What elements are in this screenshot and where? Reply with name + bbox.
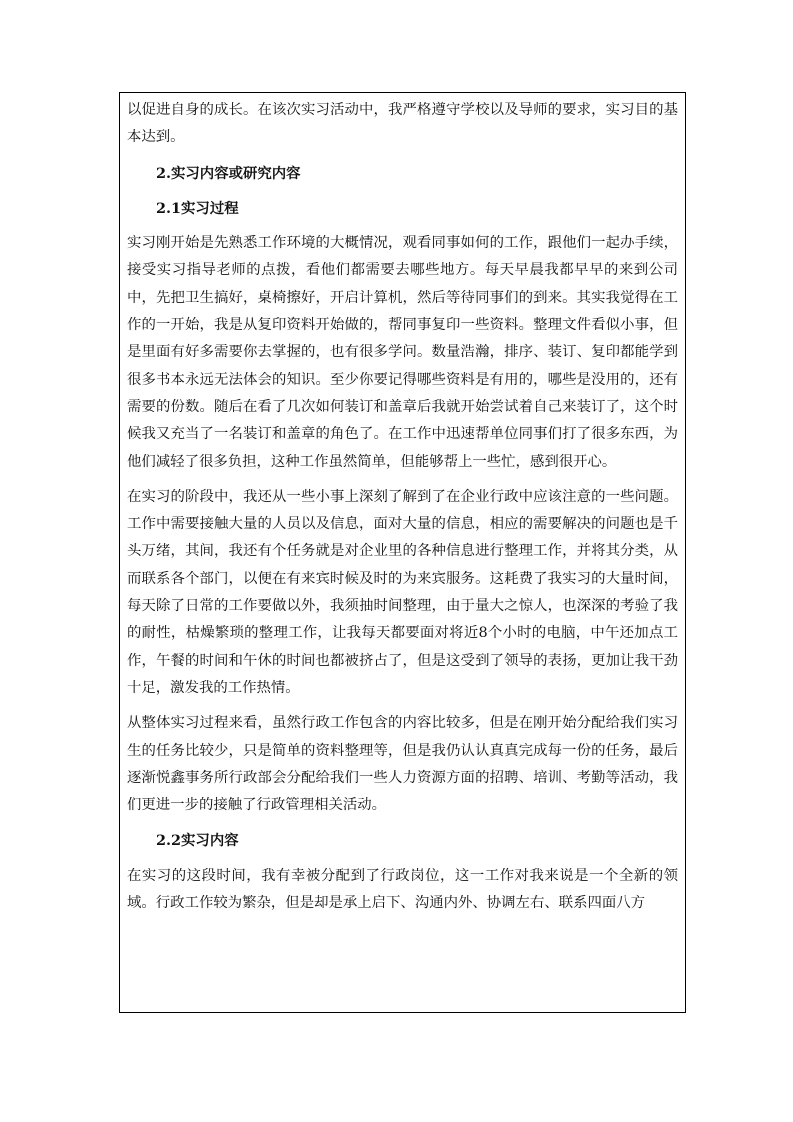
document-table-cell	[119, 92, 686, 1013]
paragraph-intro-end: 以促进自身的成长。在该次实习活动中，我严格遵守学校以及导师的要求，实习目的基本达到。	[127, 102, 678, 146]
paragraph-process-1: 实习刚开始是先熟悉工作环境的大概情况，观看同事如何的工作，跟他们一起办手续，接受实习指导老师的点拨，看他们都需要去哪些地方。每天早晨我都早早的来到公司中，先把卫生搞好，桌椅擦好，开启计算机，然后等待同事们的到来。其实我觉得在工作的一开始，我是从复印资料开始做的，帮同事复印一些资料。整理文件看似小事，但是里面有好多需要你去掌握的，也有很多学问。数量浩瀚，排序、装订、复印都能学到很多书本永远无法体会的知识。至少你要记得哪些资料是有用的，哪些是没用的，还有需要的份数。随后在看了几次如何装订和盖章后我就开始尝试着自己来装订了，这个时候我又充当了一名装订和盖章的角色了。在工作中迅速帮单位同事们打了很多东西，为他们减轻了很多负担，这种工作虽然简单，但能够帮上一些忙，感到很开心。	[127, 235, 678, 470]
heading-section-2: 2.实习内容或研究内容	[156, 164, 301, 182]
heading-section-2-1: 2.1实习过程	[156, 199, 239, 217]
paragraph-process-3: 从整体实习过程来看，虽然行政工作包含的内容比较多，但是在刚开始分配给我们实习生的任务比较少，只是简单的资料整理等，但是我仍认认真真完成每一份的任务，最后逐渐悦鑫事务所行政部会分配给我们一些人力资源方面的招聘、培训、考勤等活动，我们更进一步的接触了行政管理相关活动。	[127, 715, 678, 814]
paragraph-content-1: 在实习的这段时间，我有幸被分配到了行政岗位，这一工作对我来说是一个全新的领域。行政工作较为繁杂，但是却是承上启下、沟通内外、协调左右、联系四面八方	[127, 867, 678, 912]
paragraph-process-2: 在实习的阶段中，我还从一些小事上深刻了解到了在企业行政中应该注意的一些问题。工作中需要接触大量的人员以及信息，面对大量的信息，相应的需要解决的问题也是千头万绪，其间，我还有个任务就是对企业里的各种信息进行整理工作，并将其分类，从而联系各个部门，以便在有来宾时候及时的为来宾服务。这耗费了我实习的大量时间，每天除了日常的工作要做以外，我须抽时间整理，由于量大之惊人，也深深的考验了我的耐性，枯燥繁琐的整理工作，让我每天都要面对将近8个小时的电脑，中午还加点工作，午餐的时间和午休的时间也都被挤占了，但是这受到了领导的表扬，更加让我干劲十足，激发我的工作热情。	[127, 488, 678, 696]
heading-section-2-2: 2.2实习内容	[156, 832, 239, 850]
